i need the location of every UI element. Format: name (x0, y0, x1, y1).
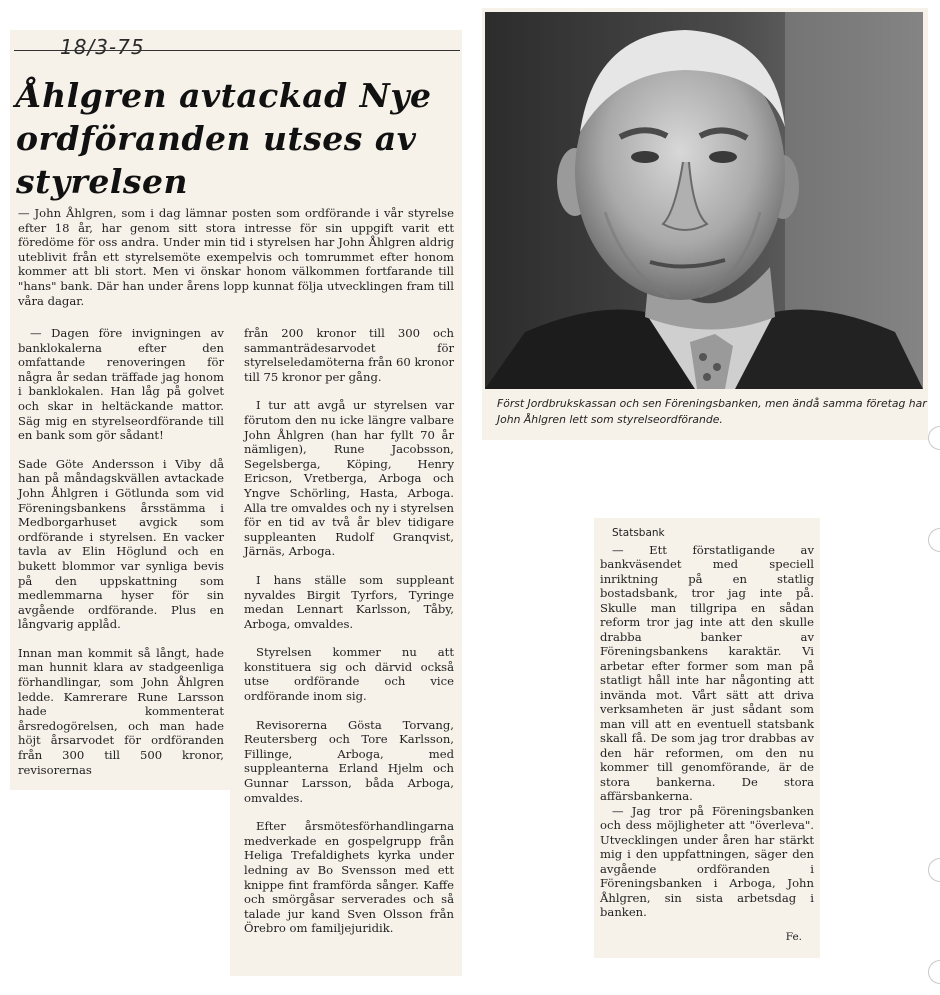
article-column-1 (18, 326, 224, 791)
binder-hole (928, 426, 940, 450)
author-signature: Fe. (785, 930, 802, 943)
column2-paragraph: I hans ställe som suppleant nyvaldes Birgit Tyrfors, Tyringe medan Lennart Karlsson, Tåby, Arboga, omvaldes. (244, 572, 454, 631)
portrait-photo (485, 12, 923, 389)
column2-paragraph: Styrelsen kommer nu att konstituera sig och därvid också utse ordförande och vice ordförande inom sig. (244, 645, 454, 704)
portrait-illustration (485, 12, 923, 389)
photo-caption: Först Jordbrukskassan och sen Föreningsbanken, men ändå samma företag har John Åhlgren lett som styrelseordförande. (497, 397, 927, 426)
handwritten-date: 18/3-75 (60, 35, 145, 59)
column2-paragraph: Revisorerna Gösta Torvang, Reutersberg och Tore Karlsson, Fillinge, Arboga, med suppleanterna Erland Hjelm och Gunnar Larsson, båda Arboga, omvaldes. (244, 717, 454, 805)
sidebar-paragraph: — Jag tror på Föreningsbanken och dess möjligheter att "överleva". Utvecklingen under åren har stärkt mig i den uppfattningen, säger den avgående ordföranden i Föreningsbanken i Arboga, John Åhlgren, sin sista arbetsdag i banken. (600, 803, 814, 919)
sidebar-kicker: Statsbank (612, 527, 665, 539)
sidebar-paragraph: — Ett förstatligande av bankväsendet med speciell inriktning på en statlig bostadsbank, tror jag inte på. Skulle man tillgripa en sådan reform tror jag inte att den skulle drabba banker av Föreningsbankens karaktär. Vi arbetar efter former som man på statligt håll inte har någonting att invända mot. Vårt sätt att driva verksamheten är just sådant som man vill att en eventuell statsbank skall få. De som jag tror drabbas av den här reformen, om den nu kommer till genomförande, är de stora bankerna. De stora affärsbankerna. (600, 542, 814, 803)
binder-hole (928, 960, 940, 984)
article-headline: Åhlgren avtackad Nye ordföranden utses av styrelsen (16, 76, 432, 201)
article-lead: — John Åhlgren, som i dag lämnar posten som ordförande i vår styrelse efter 18 år, har genom sitt stora intresse för sin uppgift varit ett föredöme för oss andra. Under min tid i styrelsen har John Åhlgren aldrig uteblivit från ett styrelsemöte exempelvis och tomrummet efter honom kommer att bli stort. Men vi önskar honom välkommen fortfarande till "hans" bank. Där han under årens lopp kunnat följa utvecklingen fram till våra dagar. (18, 206, 454, 308)
binder-hole (928, 528, 940, 552)
article-column-2 (244, 326, 454, 950)
column2-paragraph: Efter årsmötesförhandlingarna medverkade en gospelgrupp från Heliga Trefaldighets kyrka under ledning av Bo Svensson med ett knippe fint framförda sånger. Kaffe och smörgåsar serverades och så talade jur kand Sven Olsson från Örebro om familjejuridik. (244, 819, 454, 936)
column1-paragraph: Sade Göte Andersson i Viby då han på måndagskvällen avtackade John Åhlgren i Götlunda som vid Föreningsbankens årsstämma i Medborgarhuset avgick som ordförande i styrelsen. En vacker tavla av Elin Höglund och en bukett blommor var synliga bevis på den uppskattning som medlemmarna hyser för sin avgående ordförande. Plus en långvarig applåd. (18, 456, 224, 632)
column2-paragraph: från 200 kronor till 300 och sammanträdesarvodet för styrelseledamöterna från 60 kronor till 75 kronor per gång. (244, 326, 454, 384)
column1-paragraph: Innan man kommit så långt, hade man hunnit klara av stadgeenliga förhandlingar, som John Åhlgren ledde. Kamrerare Rune Larsson hade kommenterat årsredogörelsen, och man hade höjt årsarvodet för ordföranden från 300 till 500 kronor, revisorernas (18, 645, 224, 777)
column1-paragraph: — Dagen före invigningen av banklokalerna efter den omfattande renoveringen för några år sedan träffade jag honom i banklokalen. Han låg på golvet och skar in heltäckande mattor. Säg mig en styrelseordförande till en bank som gör sådant! (18, 326, 224, 443)
binder-hole (928, 858, 940, 882)
statsbank-sidebar (600, 522, 814, 944)
header-rule (14, 50, 460, 51)
column2-paragraph: I tur att avgå ur styrelsen var förutom den nu icke längre valbare John Åhlgren (han har fyllt 70 år nämligen), Rune Jacobsson, Segelsberga, Köping, Henry Ericson, Vretberga, Arboga och Yngve Schörling, Hasta, Arboga. Alla tre omvaldes och ny i styrelsen för en tid av två år blev tidigare suppleanten Rudolf Granqvist, Järnäs, Arboga. (244, 398, 454, 559)
